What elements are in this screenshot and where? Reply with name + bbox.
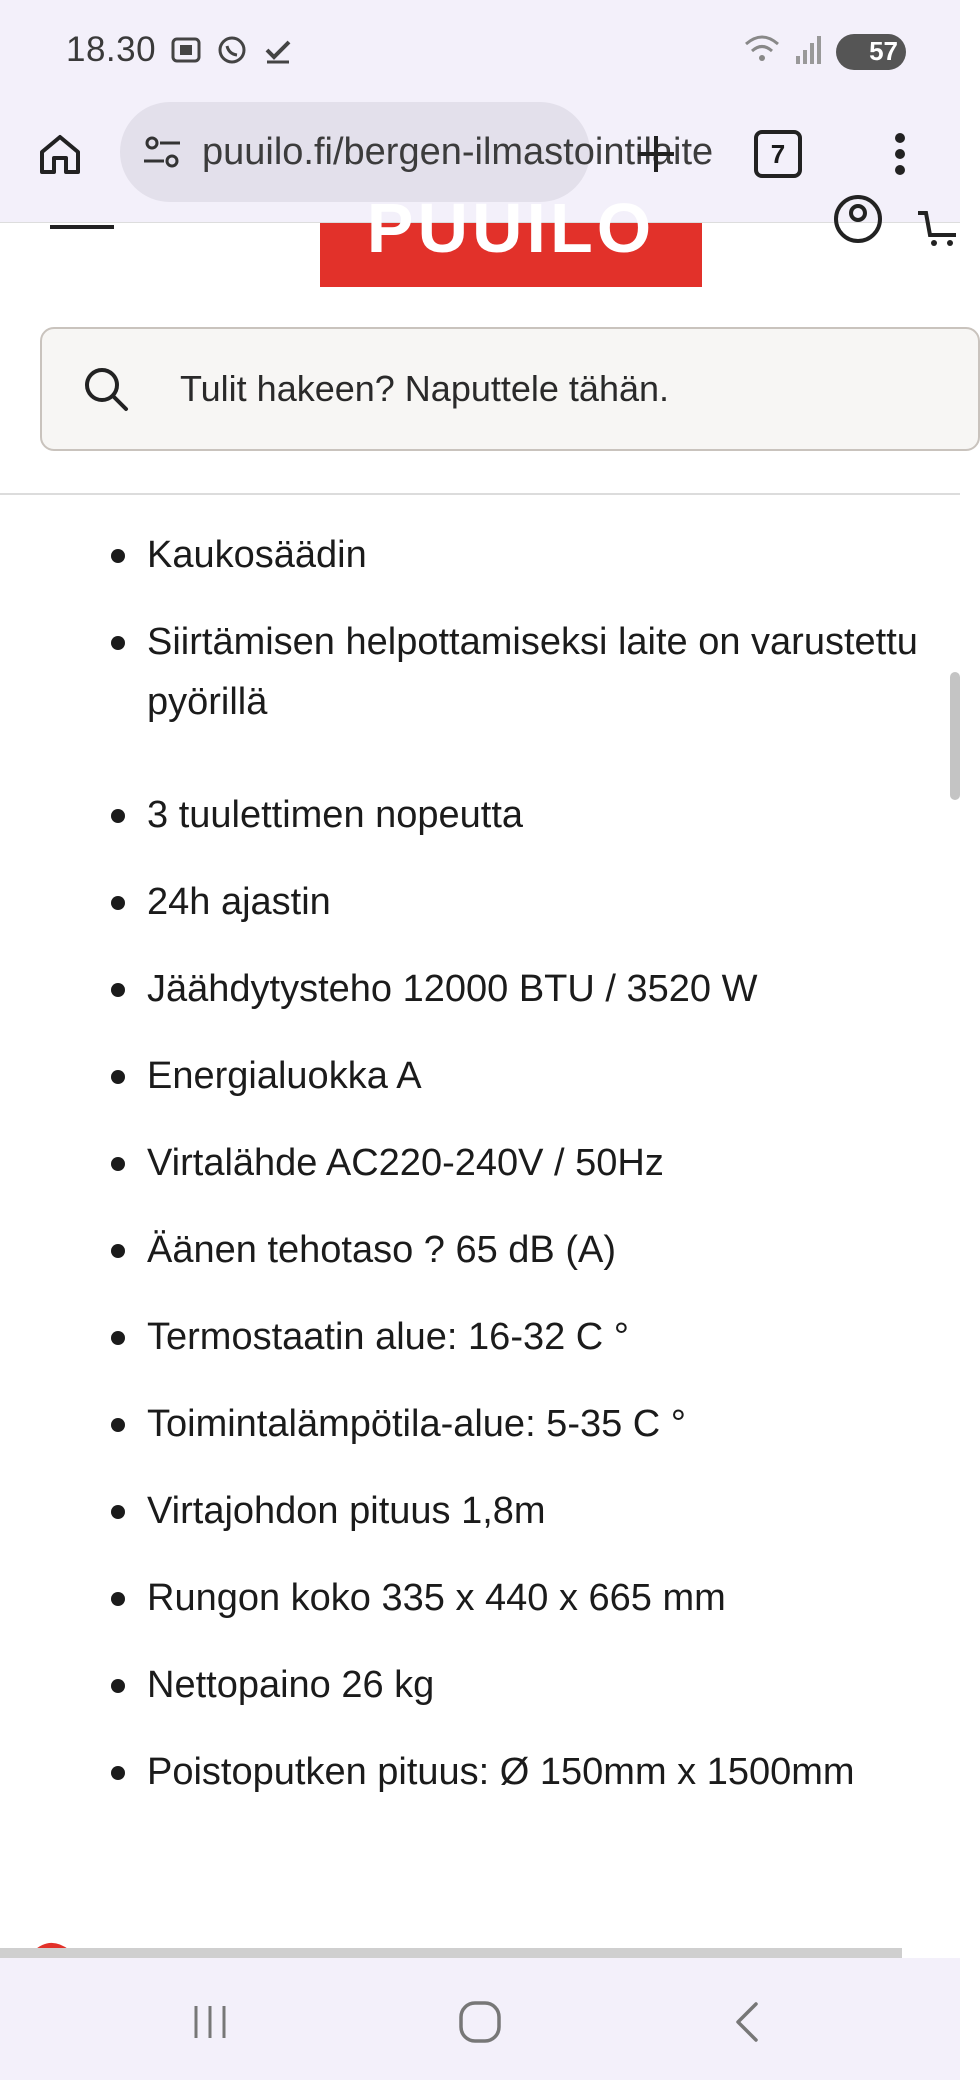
spec-text: Energialuokka A: [147, 1055, 422, 1097]
tabs-icon: 7: [754, 130, 802, 178]
home-icon: [36, 130, 84, 178]
bullet: [111, 809, 125, 823]
cart-icon[interactable]: [916, 223, 960, 251]
spec-text: Termostaatin alue: 16-32 C °: [147, 1316, 629, 1358]
url-text[interactable]: puuilo.fi/bergen-ilmastointilaite: [202, 130, 714, 173]
home-nav-icon: [456, 1998, 504, 2046]
system-nav-bar: [0, 1958, 960, 2080]
home-button[interactable]: [28, 122, 92, 186]
spec-text: Nettopaino 26 kg: [147, 1664, 435, 1706]
spec-text: Jäähdytysteho 12000 BTU / 3520 W: [147, 968, 758, 1010]
bullet: [111, 1505, 125, 1519]
logo-text: PUUILO: [366, 189, 656, 267]
bullet: [111, 1766, 125, 1780]
home-nav-button[interactable]: [440, 1982, 520, 2062]
more-menu-button[interactable]: [868, 122, 932, 186]
bullet: [111, 549, 125, 563]
new-tab-button[interactable]: [624, 122, 688, 186]
bullet: [111, 1331, 125, 1345]
status-bar: [0, 0, 960, 100]
spec-text: Äänen tehotaso ? 65 dB (A): [147, 1229, 616, 1271]
spec-text: Virtalähde AC220-240V / 50Hz: [147, 1142, 664, 1184]
bullet: [111, 1070, 125, 1084]
tab-switcher-button[interactable]: [746, 122, 810, 186]
status-time: 18.30: [66, 30, 157, 69]
address-bar[interactable]: [120, 102, 714, 202]
recent-apps-icon: [188, 2000, 232, 2044]
wifi-icon: [742, 32, 782, 71]
spec-text: 24h ajastin: [147, 881, 331, 923]
recent-apps-button[interactable]: [170, 1982, 250, 2062]
back-nav-button[interactable]: [708, 1982, 788, 2062]
bullet: [111, 896, 125, 910]
bullet: [111, 1679, 125, 1693]
spec-text: Poistoputken pituus: Ø 150mm x 1500mm: [147, 1751, 855, 1793]
status-system-icons: [742, 32, 906, 71]
whatsapp-icon: [216, 34, 248, 71]
spec-text: Toimintalämpötila-alue: 5-35 C °: [147, 1403, 686, 1445]
bullet: [111, 636, 125, 650]
signal-icon: [794, 32, 824, 71]
screenshot-icon: [170, 34, 202, 71]
check-icon: [262, 34, 294, 71]
spec-text: 3 tuulettimen nopeutta: [147, 794, 524, 836]
bullet: [111, 1592, 125, 1606]
bullet: [111, 1418, 125, 1432]
spec-text: Virtajohdon pituus 1,8m: [147, 1490, 546, 1532]
battery-icon: 57: [836, 34, 906, 70]
bullet: [111, 1244, 125, 1258]
horizontal-scrollbar[interactable]: [0, 1948, 902, 1958]
site-search-field[interactable]: [40, 327, 980, 451]
search-icon: [82, 365, 130, 413]
puuilo-logo[interactable]: [320, 189, 702, 287]
bullet: [111, 983, 125, 997]
vertical-scrollbar[interactable]: [950, 672, 960, 800]
spec-text: Rungon koko 335 x 440 x 665 mm: [147, 1577, 726, 1619]
spec-text: Kaukosäädin: [147, 534, 367, 576]
spec-text: Siirtämisen helpottamiseksi laite on varustettu pyörillä: [147, 621, 918, 723]
back-icon: [728, 1998, 768, 2046]
site-settings-icon[interactable]: [140, 130, 184, 174]
bullet: [111, 1157, 125, 1171]
status-notification-icons: [170, 34, 294, 71]
site-header: [0, 189, 960, 495]
plus-icon: [634, 132, 678, 176]
hamburger-menu-icon[interactable]: [50, 225, 114, 229]
more-vert-icon: [890, 130, 910, 178]
search-placeholder[interactable]: Tulit hakeen? Naputtele tähän.: [180, 368, 670, 409]
account-icon[interactable]: [832, 223, 884, 245]
